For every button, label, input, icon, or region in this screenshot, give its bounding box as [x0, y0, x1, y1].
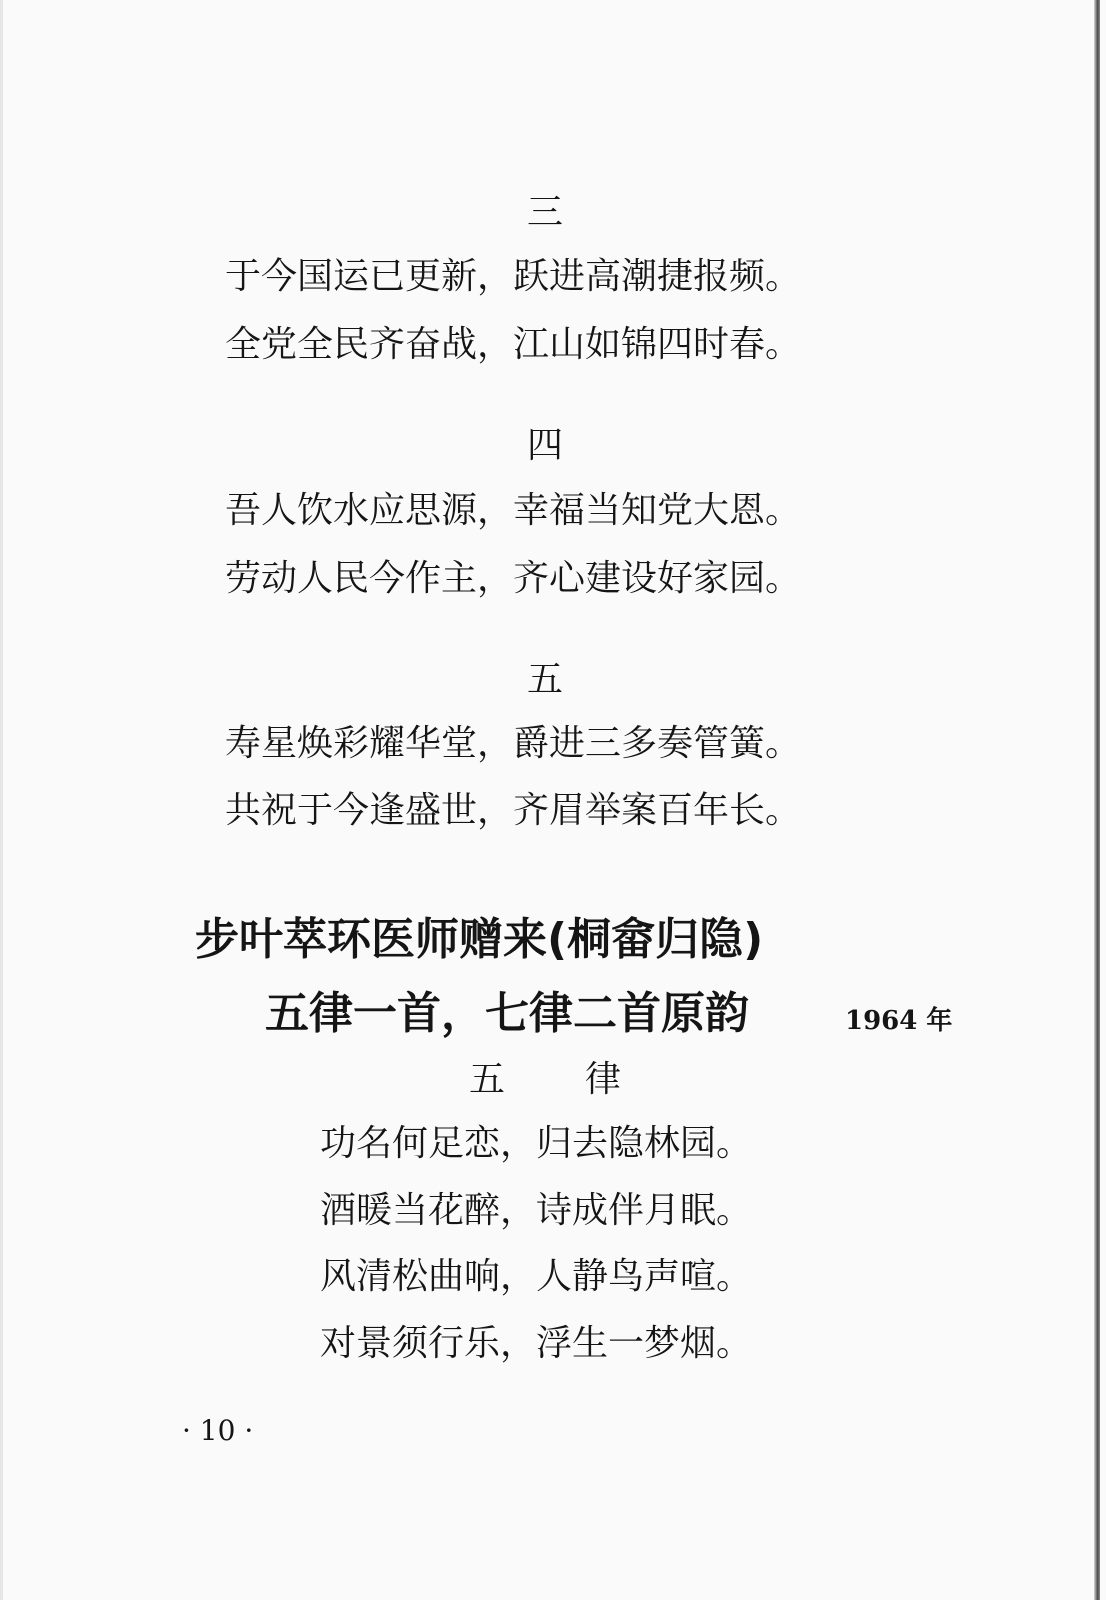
- stanza-number-4: 四: [526, 425, 563, 466]
- stanza-number-5: 五: [526, 659, 563, 700]
- subtitle-char-2: 律: [585, 1059, 622, 1100]
- page-edge-left: [0, 0, 3, 1600]
- title-year: 1964 年: [845, 1006, 953, 1036]
- wulv-line-2: 酒暖当花醉，诗成伴月眠。: [320, 1190, 753, 1231]
- stanza-4-line-2: 劳动人民今作主，齐心建设好家园。: [225, 558, 802, 599]
- subtitle-wulv: [0, 1059, 1090, 1100]
- stanza-4-line-1: 吾人饮水应思源，幸福当知党大恩。: [225, 490, 802, 531]
- page-edge-right: [1094, 0, 1100, 1600]
- subtitle-char-1: 五: [468, 1059, 505, 1100]
- stanza-5-line-2: 共祝于今逢盛世，齐眉举案百年长。: [225, 790, 802, 831]
- page-number: · 10 ·: [182, 1414, 254, 1447]
- stanza-5-line-1: 寿星焕彩耀华堂，爵进三多奏管簧。: [225, 723, 802, 764]
- stanza-number-3: 三: [526, 192, 563, 233]
- stanza-3-line-1: 于今国运已更新，跃进高潮捷报频。: [225, 256, 802, 297]
- section-title-line-2: 五律一首，七律二首原韵: [265, 988, 749, 1039]
- wulv-line-1: 功名何足恋，归去隐林园。: [320, 1123, 753, 1164]
- wulv-line-3: 风清松曲响，人静鸟声喧。: [320, 1256, 753, 1297]
- wulv-line-4: 对景须行乐，浮生一梦烟。: [320, 1323, 753, 1364]
- stanza-3-line-2: 全党全民齐奋战，江山如锦四时春。: [225, 324, 802, 365]
- section-title-line-1: 步叶萃环医师赠来(桐畲归隐): [195, 914, 764, 965]
